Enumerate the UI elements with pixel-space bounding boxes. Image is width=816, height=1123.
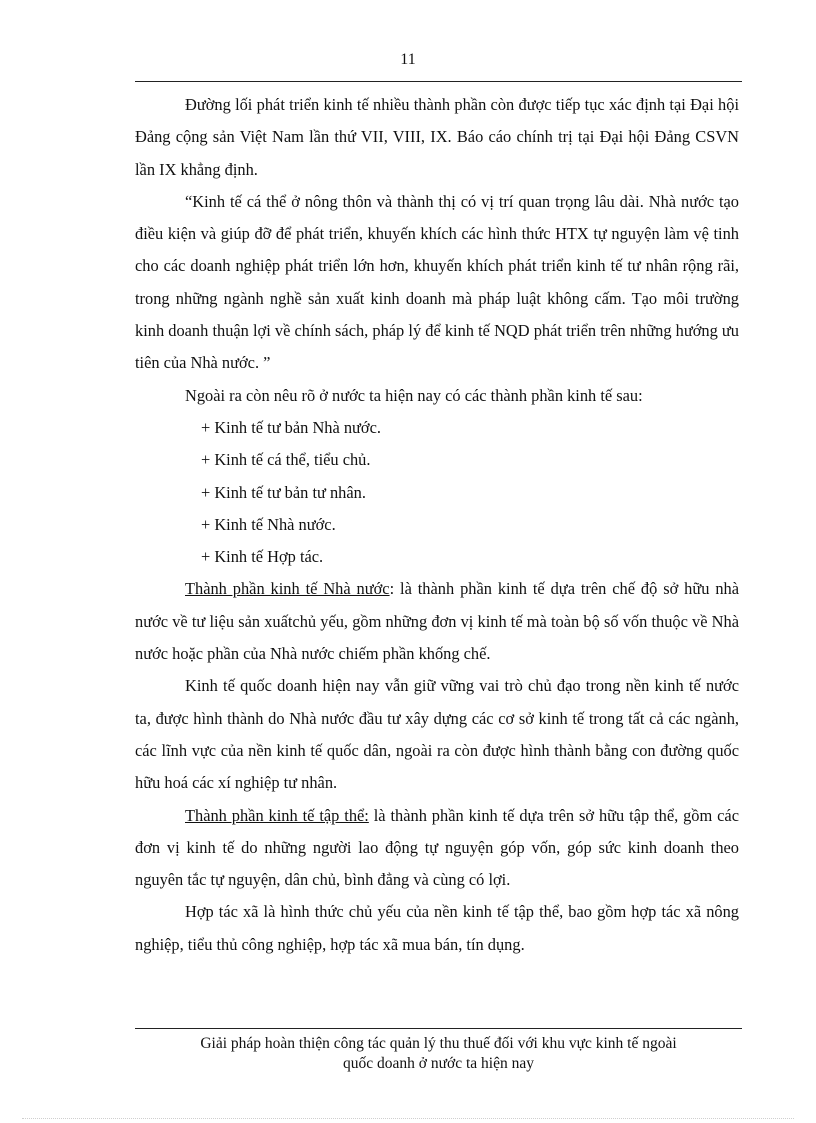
list-item: + Kinh tế cá thể, tiểu chủ.: [201, 450, 371, 470]
footer-title-line-2: quốc doanh ở nước ta hiện nay: [343, 1055, 534, 1072]
page-footer: [135, 1034, 742, 1074]
list-item: + Kinh tế Nhà nước.: [201, 514, 336, 534]
collective-sector-text: là thành phần kinh tế dựa trên sở hữu tập thể, gồm các đơn vị kinh tế do những người lao động tự nguyện góp vốn, góp sức kinh doanh theo nguyên tắc tự nguyện, dân chủ, bình đẳng và cùng có lợi.: [135, 805, 739, 890]
page-edge-dotted-line: [22, 1118, 794, 1119]
paragraph-state-role: Kinh tế quốc doanh hiện nay vẫn giữ vững vai trò chủ đạo trong nền kinh tế nước ta, được hình thành do Nhà nước đầu tư xây dựng các cơ sở kinh tế trong tất cả các ngành, các lĩnh vực của nền kinh tế quốc dân, ngoài ra còn được hình thành bằng con đường quốc hữu hoá các xí nghiệp tư nhân.: [135, 676, 739, 793]
footer-title-line-1: Giải pháp hoàn thiện công tác quản lý thu thuế đối với khu vực kinh tế ngoài: [200, 1035, 677, 1052]
paragraph-collective-sector: [135, 800, 739, 897]
paragraph-policy: Đường lối phát triển kinh tế nhiều thành phần còn được tiếp tục xác định tại Đại hội Đảng cộng sản Việt Nam lần thứ VII, VIII, IX. Báo cáo chính trị tại Đại hội Đảng CSVN lần IX khẳng định.: [135, 95, 739, 179]
state-sector-text: : là thành phần kinh tế dựa trên chế độ sở hữu nhà nước về tư liệu sản xuấtchủ yếu, gồm những đơn vị kinh tế mà toàn bộ số vốn thuộc về Nhà nước hoặc phần của Nhà nước chiếm phần khống chế.: [135, 579, 739, 664]
list-item: + Kinh tế tư bản Nhà nước.: [201, 417, 381, 437]
paragraph-cooperative: Hợp tác xã là hình thức chủ yếu của nền kinh tế tập thể, bao gồm hợp tác xã nông nghiệp, tiểu thủ công nghiệp, hợp tác xã mua bán, tín dụng.: [135, 902, 739, 954]
state-sector-heading: Thành phần kinh tế Nhà nước: [185, 579, 390, 599]
paragraph-list-intro: Ngoài ra còn nêu rõ ở nước ta hiện nay có các thành phần kinh tế sau:: [185, 385, 643, 405]
list-item: + Kinh tế Hợp tác.: [201, 547, 324, 567]
paragraph-quote: “Kinh tế cá thể ở nông thôn và thành thị có vị trí quan trọng lâu dài. Nhà nước tạo điều kiện và giúp đỡ để phát triển, khuyến khích các hình thức HTX tự nguyện làm vệ tinh cho các doanh nghiệp phát triển lớn hơn, khuyến khích phát triển kinh tế tư nhân rộng rãi, trong những ngành nghề sản xuất kinh doanh mà pháp luật không cấm. Tạo môi trường kinh doanh thuận lợi về chính sách, pháp lý để kinh tế NQD phát triển trên những hướng ưu tiên của Nhà nước. ”: [135, 191, 739, 373]
footer-rule: [135, 1028, 742, 1029]
collective-sector-heading: Thành phần kinh tế tập thể:: [185, 805, 369, 825]
paragraph-state-sector: [135, 573, 739, 670]
list-item: + Kinh tế tư bản tư nhân.: [201, 482, 366, 502]
page-number: 11: [400, 51, 416, 68]
header-rule: [135, 81, 742, 82]
document-body: [135, 89, 739, 961]
